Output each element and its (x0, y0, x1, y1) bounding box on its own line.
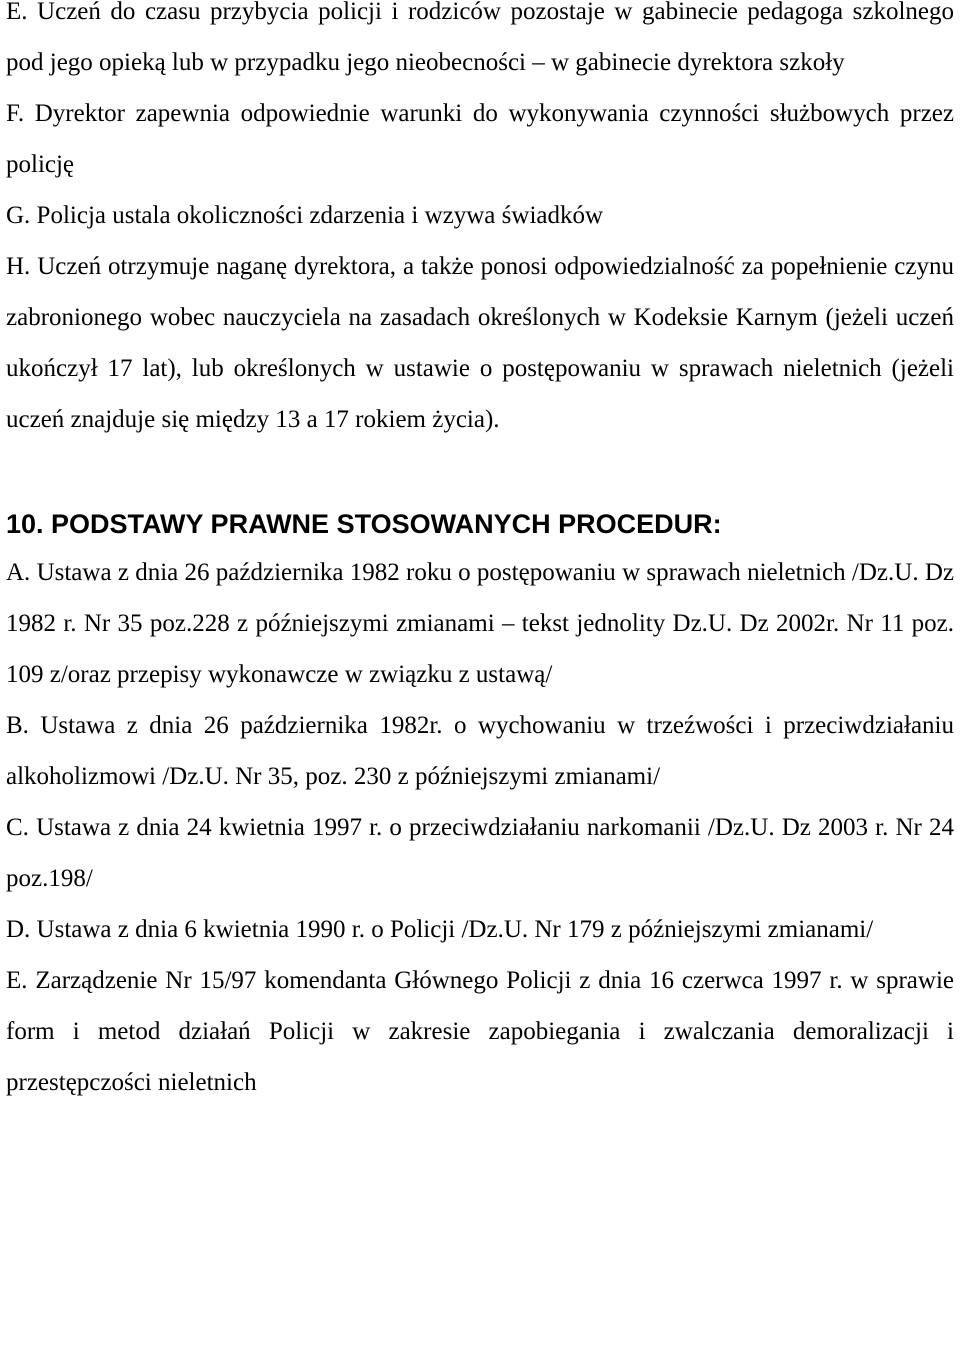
document-page (6, 0, 954, 1108)
legal-item-d: D. Ustawa z dnia 6 kwietnia 1990 r. o Policji /Dz.U. Nr 179 z późniejszymi zmianami/ (6, 916, 874, 943)
paragraph-h: H. Uczeń otrzymuje naganę dyrektora, a także ponosi odpowiedzialność za popełnienie czynu zabronionego wobec nauczyciela na zasadach określonych w Kodeksie Karnym (jeżeli uczeń ukończył 17 lat), lub określonych w ustawie o postępowaniu w sprawach nieletnich (jeżeli uczeń znajduje się między 13 a 17 rokiem życia). (6, 253, 954, 433)
section-heading: 10. PODSTAWY PRAWNE STOSOWANYCH PROCEDUR: (6, 509, 722, 539)
paragraph-f: F. Dyrektor zapewnia odpowiednie warunki do wykonywania czynności służbowych przez policję (6, 100, 954, 178)
legal-item-e: E. Zarządzenie Nr 15/97 komendanta Głównego Policji z dnia 16 czerwca 1997 r. w sprawie form i metod działań Policji w zakresie zapobiegania i zwalczania demoralizacji i przestępczości nieletnich (6, 967, 954, 1096)
spacer (6, 445, 954, 496)
paragraph-e: E. Uczeń do czasu przybycia policji i rodziców pozostaje w gabinecie pedagoga szkolnego pod jego opieką lub w przypadku jego nieobecności – w gabinecie dyrektora szkoły (6, 0, 954, 76)
legal-item-a: A. Ustawa z dnia 26 października 1982 roku o postępowaniu w sprawach nieletnich /Dz.U. Dz 1982 r. Nr 35 poz.228 z późniejszymi zmianami – tekst jednolity Dz.U. Dz 2002r. Nr 11 poz. 109 z/oraz przepisy wykonawcze w związku z ustawą/ (6, 559, 954, 688)
paragraph-g: G. Policja ustala okoliczności zdarzenia i wzywa świadków (6, 202, 604, 229)
legal-item-c: C. Ustawa z dnia 24 kwietnia 1997 r. o przeciwdziałaniu narkomanii /Dz.U. Dz 2003 r. Nr 24 poz.198/ (6, 814, 954, 892)
legal-item-b: B. Ustawa z dnia 26 października 1982r. o wychowaniu w trzeźwości i przeciwdziałaniu alkoholizmowi /Dz.U. Nr 35, poz. 230 z późniejszymi zmianami/ (6, 712, 954, 790)
